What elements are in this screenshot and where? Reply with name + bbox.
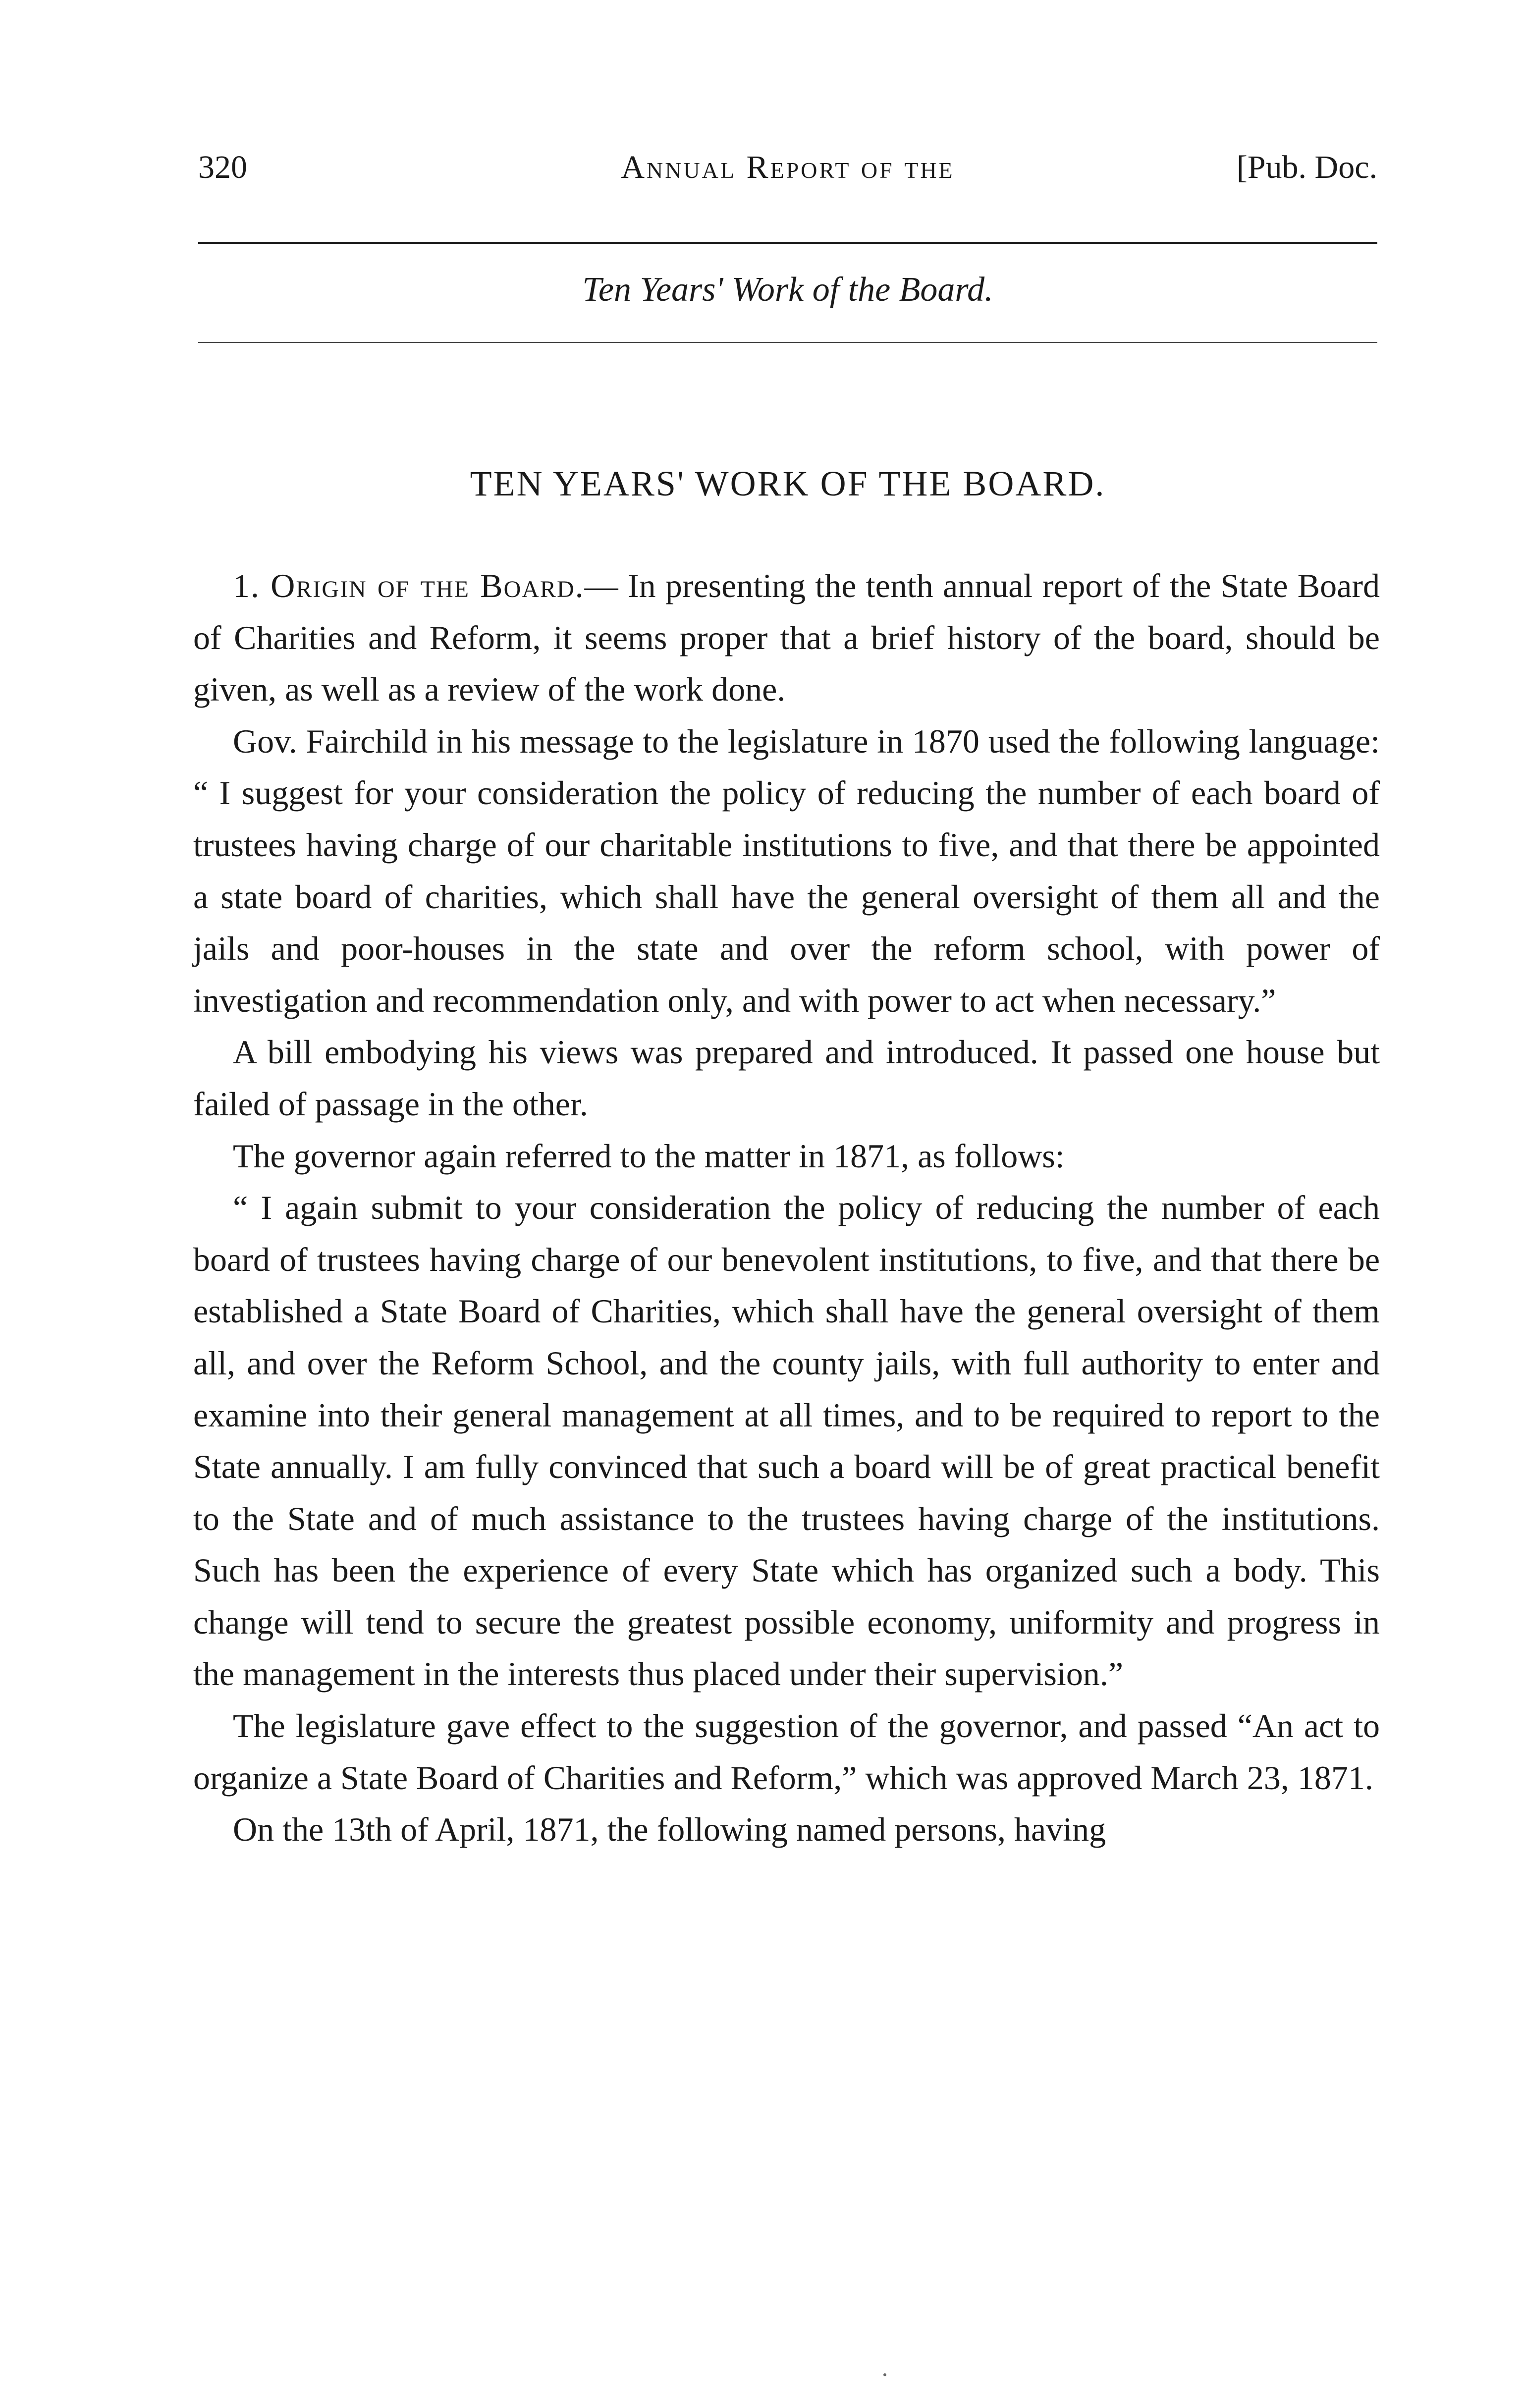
body-text — [193, 560, 1380, 1856]
running-head — [198, 149, 1377, 188]
paragraph-origin-text: — In presenting the tenth annual report of the State Board of Charities and Reform, it seems proper that a brief history of the board, should be given, as well as a review of the work done. — [193, 567, 1380, 709]
section-header: Ten Years' Work of the Board. — [582, 271, 993, 309]
paragraph-lead: 1. Origin of the Board. — [233, 567, 585, 604]
paragraph-quote: “ I again submit to your consideration the policy of reducing the number of each board of trustees having charge of our benevolent institutions, to five, and that there be established a State Board of Charities, which shall have the general oversight of them all, and over the Reform School, and the county jails, with full authority to enter and examine into their general management at all times, and to be required to report to the State annually. I am fully convinced that such a board will be of great practical benefit to the State and of much assistance to the trustees having charge of the institutions. Such has been the experience of every State which has organized such a body. This change will tend to secure the greatest possible economy, uniformity and progress in the management in the interests thus placed under their supervision.” — [193, 1189, 1380, 1693]
running-title: Annual Report of the — [621, 149, 955, 185]
paragraph-bill: A bill embodying his views was prepared and introduced. It passed one house but failed of passage in the other. — [193, 1033, 1380, 1123]
section-rule — [198, 342, 1377, 343]
page-number: 320 — [198, 149, 247, 185]
paragraph-legislature: The legislature gave effect to the suggestion of the governor, and passed “An act to organize a State Board of Charities and Reform,” which was approved March 23, 1871. — [193, 1707, 1380, 1797]
article-title: TEN YEARS' WORK OF THE BOARD. — [470, 464, 1106, 503]
paragraph-origin — [193, 560, 1380, 715]
paragraph-april: On the 13th of April, 1871, the following named persons, having — [233, 1810, 1106, 1849]
document-reference: [Pub. Doc. — [1236, 149, 1377, 185]
paragraph-fairchild: Gov. Fairchild in his message to the legislature in 1870 used the following language: “ I suggest for your consideration the policy of reducing the number of each board of trustees having charge of our charitable institutions to five, and that there be appointed a state board of charities, which shall have the general oversight of them all and the jails and poor-houses in the state and over the reform school, with power of investigation and recommendation only, and with power to act when necessary.” — [193, 722, 1380, 1019]
scan-speck — [883, 2373, 886, 2376]
header-rule — [198, 242, 1377, 244]
paragraph-governor: The governor again referred to the matter in 1871, as follows: — [233, 1137, 1065, 1175]
